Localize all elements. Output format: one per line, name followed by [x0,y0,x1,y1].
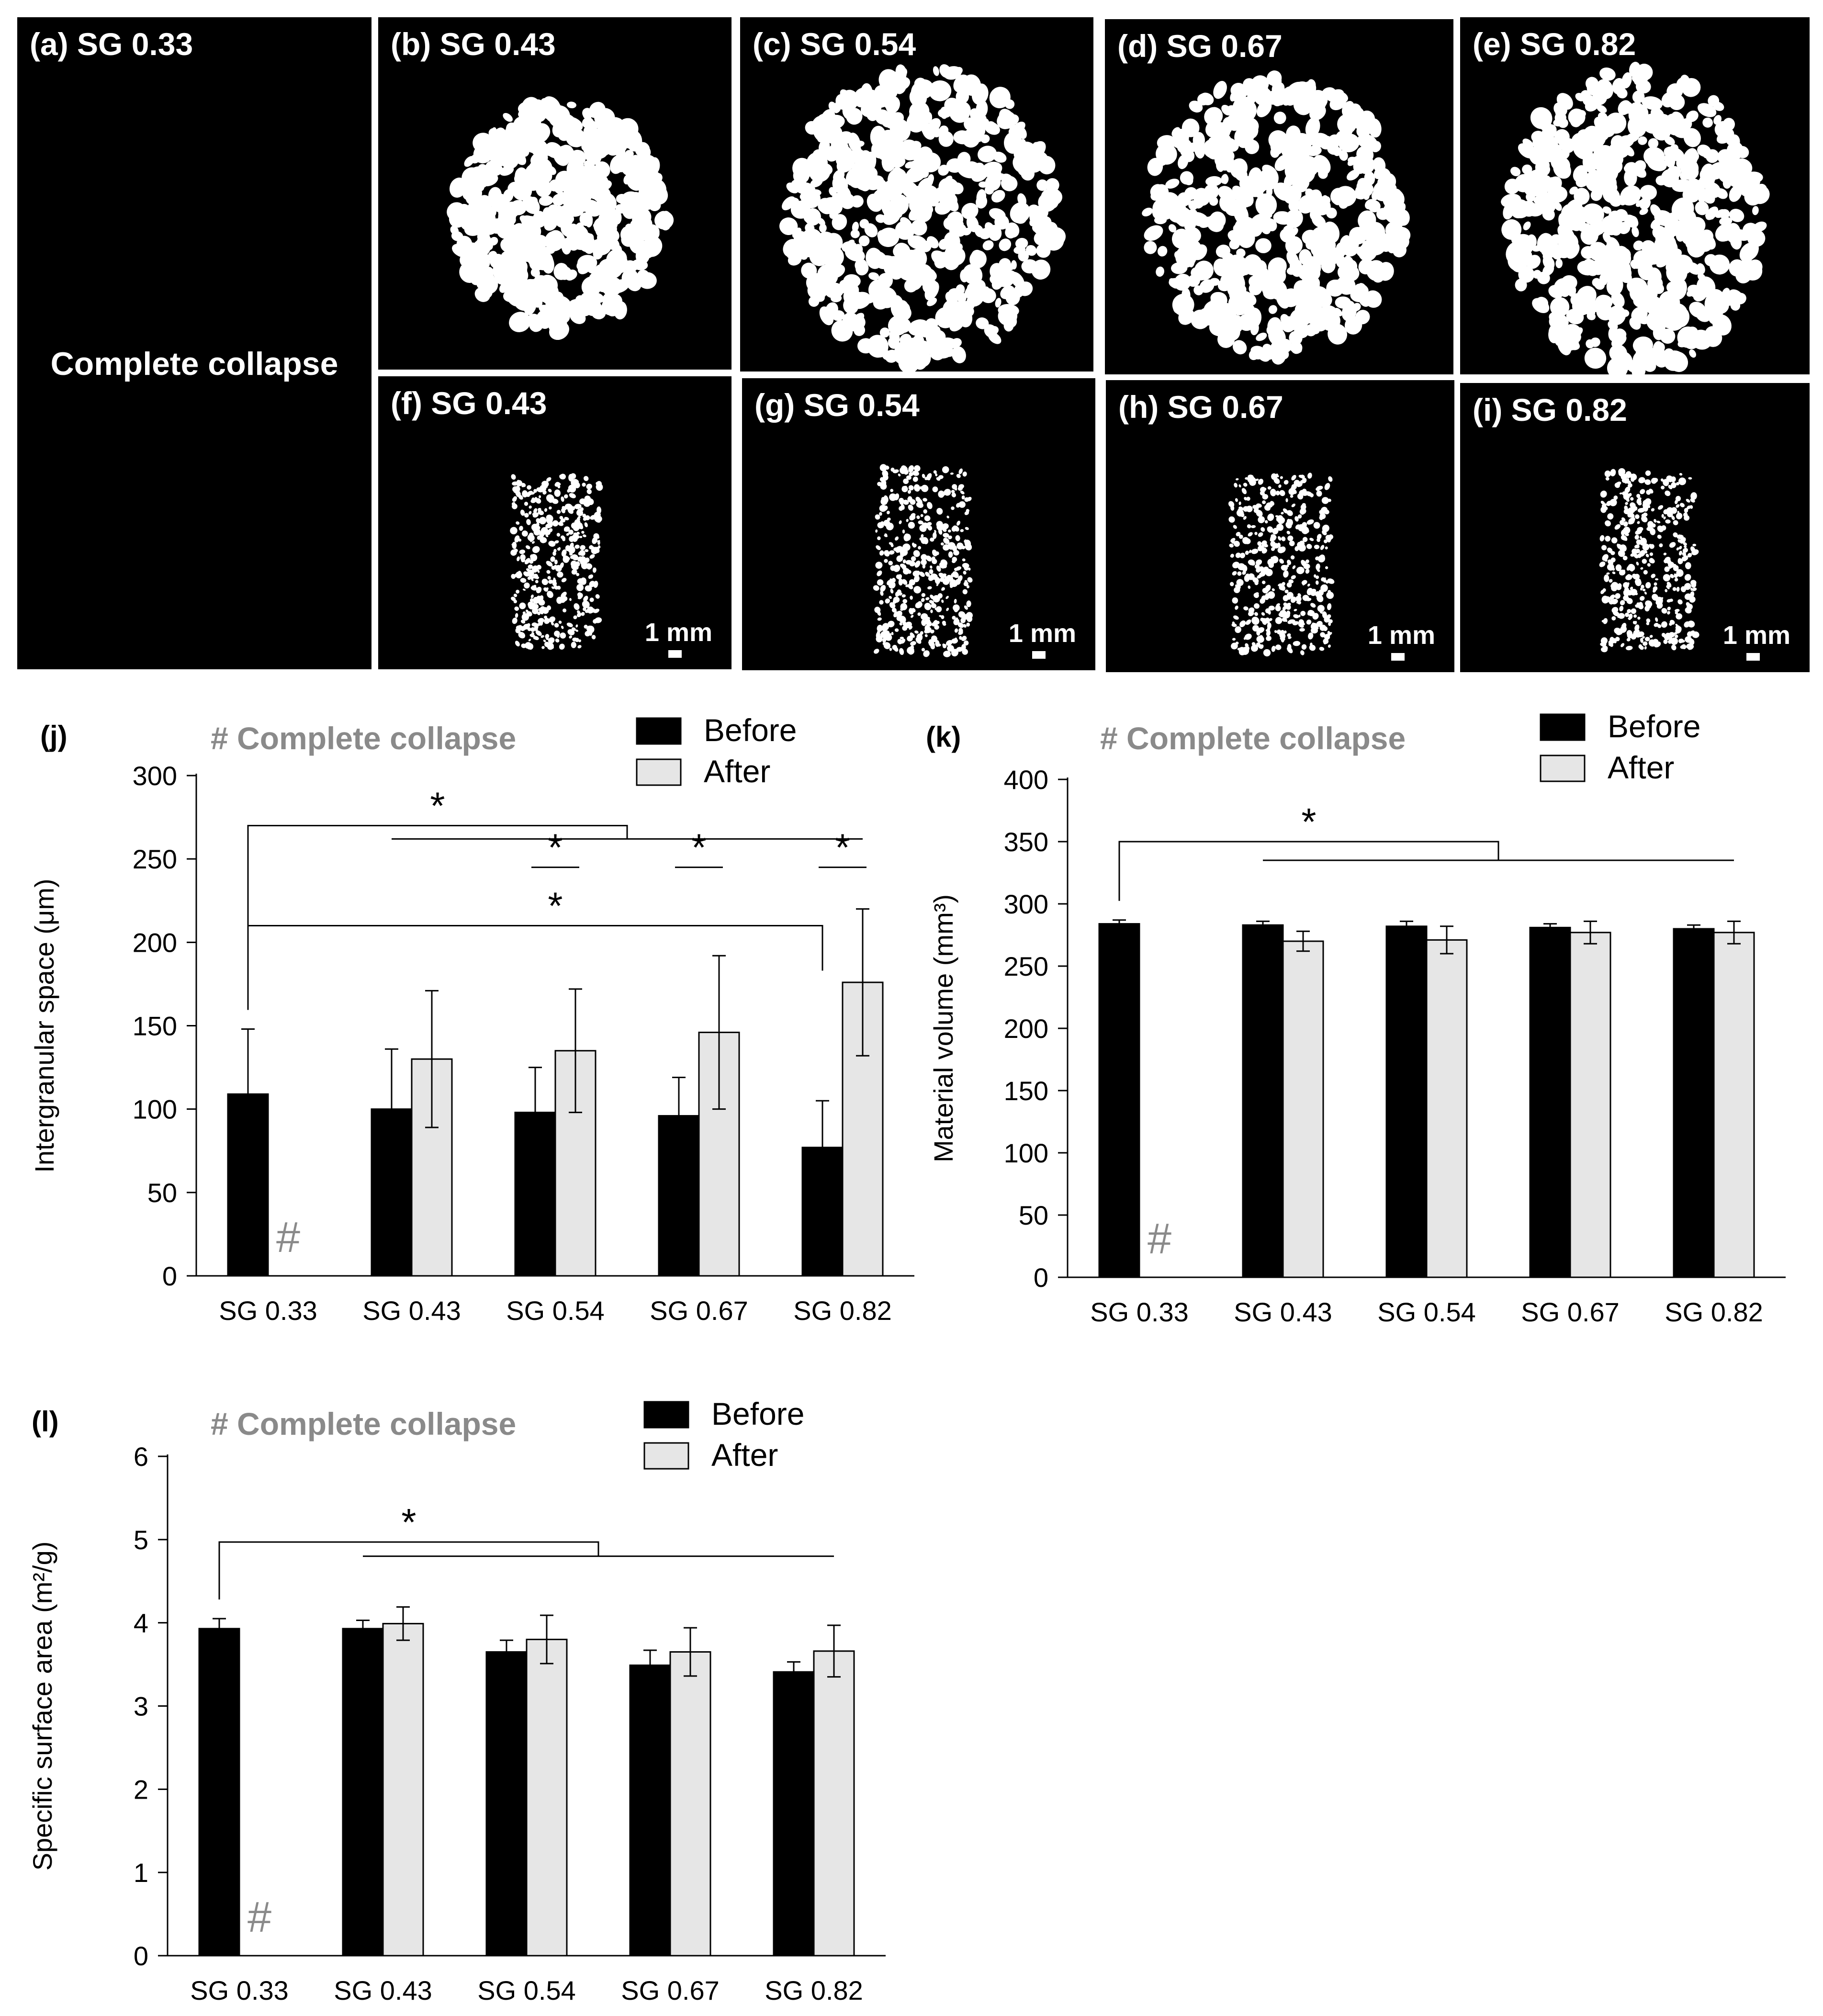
legend-label-after: After [1608,750,1675,785]
bar-after [1570,933,1610,1277]
bar-before [1674,929,1714,1277]
y-tick-label: 150 [1003,1076,1048,1106]
bar-before [199,1629,239,1956]
bar-after [670,1652,710,1956]
complete-collapse-note: # Complete collapse [1100,721,1406,756]
y-tick-label: 200 [132,927,177,958]
x-tick-label: SG 0.33 [190,1975,289,2005]
y-tick-label: 5 [133,1524,148,1555]
legend-swatch-before [1541,714,1585,740]
chart-k [926,709,1786,1327]
y-tick-label: 250 [132,844,177,875]
legend-label-before: Before [704,712,797,748]
bar-before [486,1652,527,1956]
y-tick-label: 400 [1003,765,1048,795]
significance-bracket [248,926,822,971]
scale-bar-label: 1 mm [644,618,712,647]
bar-after [383,1623,423,1956]
y-tick-label: 0 [162,1261,177,1291]
scale-bar-label: 1 mm [1722,621,1790,650]
bar-after [1427,940,1467,1277]
panel-label: (f) SG 0.43 [391,385,547,421]
significance-star: * [548,826,563,869]
y-tick-label: 250 [1003,951,1048,981]
x-tick-label: SG 0.67 [650,1295,748,1326]
y-tick-label: 4 [133,1608,148,1638]
panel-label: (e) SG 0.82 [1473,26,1636,62]
scale-bar-label: 1 mm [1367,621,1435,650]
bar-after [527,1639,567,1956]
bar-before [343,1629,383,1956]
y-tick-label: 50 [1018,1200,1048,1230]
y-tick-label: 50 [147,1177,177,1208]
bar-before [630,1665,670,1956]
x-tick-label: SG 0.43 [362,1295,461,1326]
y-tick-label: 300 [132,761,177,791]
significance-star: * [1301,800,1317,843]
missing-marker: # [1147,1215,1172,1263]
significance-bracket [248,826,627,1010]
y-axis-label: Specific surface area (m²/g) [27,1541,57,1871]
y-tick-label: 2 [133,1774,148,1805]
bar-after [1714,933,1754,1277]
panel-label: (a) SG 0.33 [30,26,193,62]
panel-label: (g) SG 0.54 [754,387,920,423]
panel-label: (c) SG 0.54 [753,26,916,62]
legend-label-before: Before [1608,709,1701,744]
y-tick-label: 200 [1003,1014,1048,1044]
y-tick-label: 0 [133,1941,148,1971]
chart-j [29,712,914,1326]
y-tick-label: 1 [133,1858,148,1888]
significance-bracket [219,1542,598,1599]
x-tick-label: SG 0.33 [219,1295,317,1326]
bar-before [1386,926,1427,1277]
x-tick-label: SG 0.33 [1090,1297,1189,1327]
bar-before [1243,925,1283,1277]
significance-star: * [691,826,707,869]
x-tick-label: SG 0.43 [1234,1297,1332,1327]
x-tick-label: SG 0.82 [765,1975,863,2005]
x-tick-label: SG 0.82 [793,1295,892,1326]
significance-bracket [1119,842,1498,901]
y-axis-label: Intergranular space (μm) [29,878,59,1173]
y-tick-label: 3 [133,1691,148,1722]
y-axis-label: Material volume (mm³) [928,894,958,1163]
panel-label: (k) [926,721,961,753]
chart-l [27,1396,886,2005]
bar-before [774,1672,814,1956]
legend-swatch-after [1541,755,1585,781]
y-tick-label: 0 [1033,1262,1048,1293]
bar-after [1283,941,1323,1277]
complete-collapse-text: Complete collapse [50,346,338,382]
panel-label: (i) SG 0.82 [1473,392,1627,428]
scale-bar-label: 1 mm [1008,619,1076,648]
complete-collapse-note: # Complete collapse [211,1406,517,1442]
panel-label: (j) [40,720,68,752]
significance-star: * [548,884,563,927]
x-tick-label: SG 0.82 [1665,1297,1763,1327]
legend-label-after: After [704,754,771,789]
y-tick-label: 100 [1003,1138,1048,1168]
legend-swatch-after [637,759,681,785]
bar-after [814,1651,854,1956]
complete-collapse-note: # Complete collapse [211,721,517,756]
missing-marker: # [276,1214,301,1261]
y-tick-label: 150 [132,1011,177,1041]
bar-before [1099,924,1139,1277]
x-tick-label: SG 0.54 [1377,1297,1476,1327]
panel-label: (h) SG 0.67 [1118,389,1283,425]
significance-star: * [430,784,445,827]
y-tick-label: 6 [133,1442,148,1472]
panel-label: (d) SG 0.67 [1117,28,1283,64]
panel-label: (b) SG 0.43 [391,26,556,62]
significance-star: * [401,1501,416,1544]
legend-swatch-after [644,1443,688,1469]
x-tick-label: SG 0.67 [621,1975,720,2005]
y-tick-label: 300 [1003,889,1048,919]
significance-star: * [835,826,850,869]
legend-swatch-before [644,1402,688,1428]
y-tick-label: 100 [132,1094,177,1125]
bar-before [1530,927,1570,1277]
panel-label: (l) [32,1406,59,1438]
x-tick-label: SG 0.54 [477,1975,576,2005]
legend-swatch-before [637,718,681,744]
x-tick-label: SG 0.67 [1521,1297,1620,1327]
legend-label-after: After [711,1437,778,1473]
x-tick-label: SG 0.54 [506,1295,605,1326]
y-tick-label: 350 [1003,827,1048,857]
legend-label-before: Before [711,1396,805,1431]
missing-marker: # [247,1893,272,1941]
x-tick-label: SG 0.43 [334,1975,432,2005]
